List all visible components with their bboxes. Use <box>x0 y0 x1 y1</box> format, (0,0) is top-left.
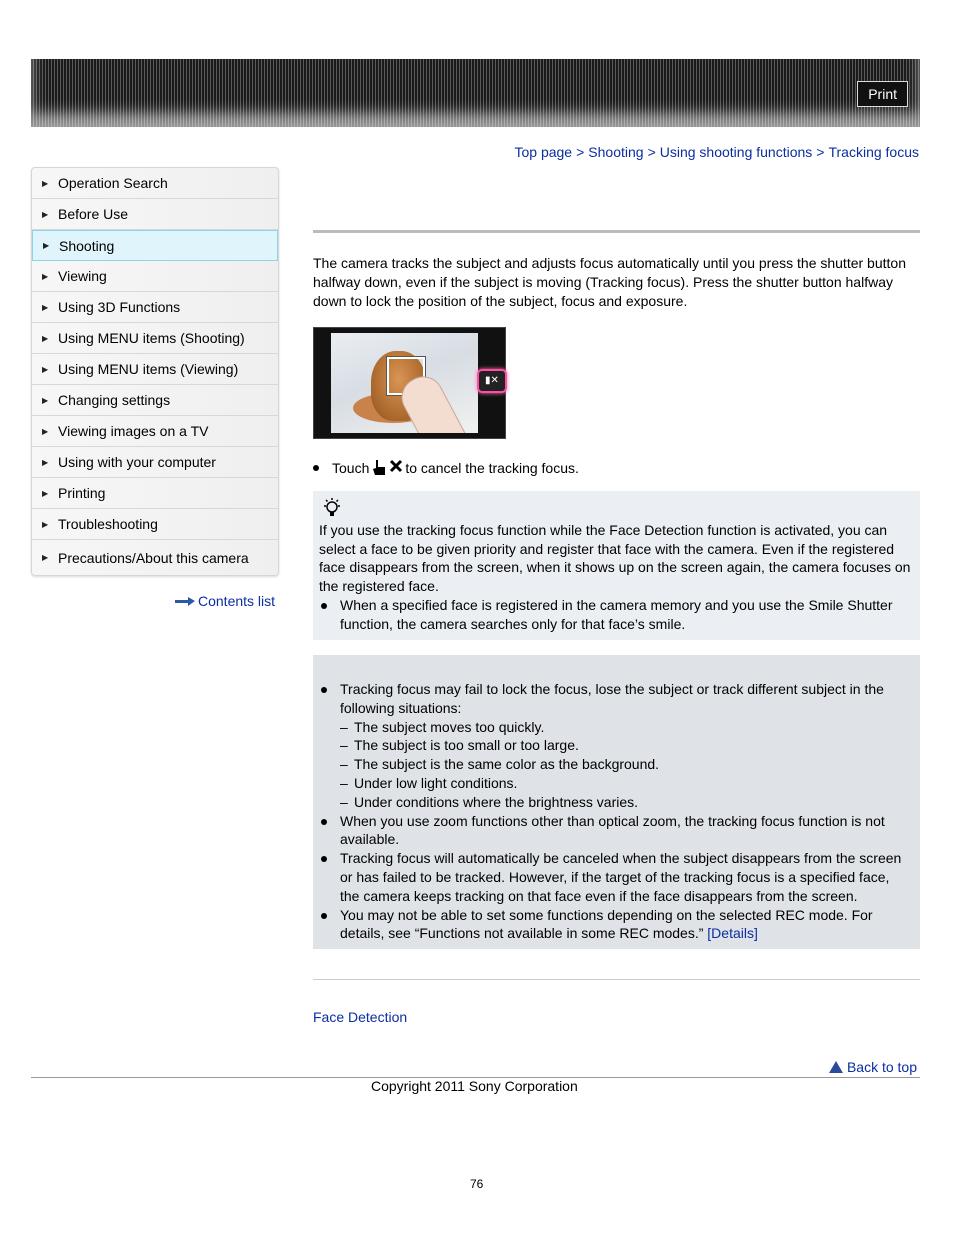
breadcrumb-separator: > <box>576 144 585 160</box>
bullet-dot <box>321 687 327 693</box>
bullet-dot <box>313 465 319 471</box>
title-divider <box>313 230 920 233</box>
print-button[interactable]: Print <box>857 81 908 107</box>
breadcrumb-shooting[interactable]: Shooting <box>588 144 644 160</box>
cancel-tracking-icon: ▮✕ <box>477 369 507 393</box>
list-item <box>321 596 911 633</box>
sub-item <box>321 755 911 774</box>
face-detection-link[interactable]: Face Detection <box>313 1009 408 1025</box>
sidebar-item-menu-viewing[interactable] <box>32 354 278 385</box>
breadcrumb-tracking-focus[interactable]: Tracking focus <box>828 144 919 160</box>
touch-instruction <box>313 458 579 478</box>
note-text: You may not be able to set some functions depending on the selected REC mode. For details, see “Functions not available in some REC modes.” <box>340 906 873 942</box>
hint-bullet-text: When a specified face is registered in the camera memory and you use the Smile Shutter function, the camera searches only for that face’s smile. <box>340 597 893 632</box>
note-text-with-link <box>340 906 911 944</box>
sidebar-item-viewing[interactable] <box>32 261 278 292</box>
triangle-right-icon: ▶ <box>42 178 49 188</box>
sidebar-item-label: Using 3D Functions <box>58 299 181 315</box>
bullet-dot <box>321 856 327 862</box>
sidebar-item-label: Precautions/About this camera <box>58 549 249 566</box>
list-item <box>321 812 911 850</box>
dash-icon: – <box>340 774 348 791</box>
dash-icon: – <box>340 756 348 773</box>
triangle-right-icon: ▶ <box>42 488 49 498</box>
hint-list <box>321 596 911 633</box>
triangle-right-icon: ▶ <box>42 426 49 436</box>
triangle-right-icon: ▶ <box>42 553 49 562</box>
breadcrumb-using-shooting-functions[interactable]: Using shooting functions <box>659 144 813 160</box>
sidebar-item-printing[interactable] <box>32 478 278 509</box>
note-text: When you use zoom functions other than optical zoom, the tracking focus function is not available. <box>340 812 885 848</box>
sidebar-item-label: Operation Search <box>58 175 168 191</box>
related-divider <box>313 979 920 980</box>
sidebar-item-operation-search[interactable] <box>32 168 278 199</box>
sub-item-text: The subject is the same color as the background. <box>354 756 660 773</box>
touch-prefix: Touch <box>332 460 370 476</box>
breadcrumb-separator: > <box>647 144 656 160</box>
bullet-dot <box>321 603 327 609</box>
dash-icon: – <box>340 718 348 735</box>
back-to-top-label: Back to top <box>846 1059 917 1075</box>
camera-screen-scene <box>331 333 478 433</box>
list-item <box>321 906 911 944</box>
triangle-right-icon: ▶ <box>43 241 50 250</box>
hint-text: If you use the tracking focus function while the Face Detection function is activated, you can select a face to be given priority and register that face with the camera. Even if the registered face disappears from the screen, when it shows up on the screen again, the camera focuses on the registered face. <box>319 522 911 594</box>
page-number: 76 <box>470 1177 484 1191</box>
triangle-right-icon: ▶ <box>42 209 49 219</box>
sidebar-item-before-use[interactable] <box>32 199 278 230</box>
sub-item-text: The subject is too small or too large. <box>354 737 579 754</box>
sidebar-item-label: Viewing images on a TV <box>58 423 209 439</box>
notes-box <box>313 655 920 949</box>
triangle-right-icon: ▶ <box>42 271 49 281</box>
finger-cancel-icon <box>372 458 404 476</box>
sidebar-item-label: Before Use <box>58 206 129 222</box>
arrow-right-icon <box>175 597 195 605</box>
sidebar-item-computer[interactable] <box>32 447 278 478</box>
contents-list-label: Contents list <box>198 593 276 609</box>
triangle-right-icon: ▶ <box>42 519 49 529</box>
sub-item <box>321 774 911 793</box>
lightbulb-icon <box>321 497 343 519</box>
note-text: Tracking focus will automatically be canceled when the subject disappears from the screen or has failed to be tracked. However, if the target of the tracking focus is a specified face, the camera keeps tracking on that face even if the face disappears from the screen. <box>340 850 902 904</box>
triangle-right-icon: ▶ <box>42 457 49 467</box>
sidebar-nav <box>31 167 279 576</box>
sidebar-item-label: Using MENU items (Shooting) <box>58 330 245 346</box>
intro-paragraph: The camera tracks the subject and adjusts focus automatically until you press the shutter button halfway down, even if the subject is moving (Tracking focus). Press the shutter button halfway down to lock the position of the subject, focus and exposure. <box>313 255 906 309</box>
sidebar-item-label: Using with your computer <box>58 454 216 470</box>
sub-item <box>321 793 911 812</box>
details-link[interactable]: [Details] <box>707 925 758 942</box>
bullet-dot <box>321 819 327 825</box>
back-to-top-link[interactable] <box>829 1059 917 1075</box>
sidebar-item-label: Troubleshooting <box>58 516 158 532</box>
touch-suffix: to cancel the tracking focus. <box>405 460 579 476</box>
breadcrumb <box>514 144 919 160</box>
sidebar-item-label: Changing settings <box>58 392 171 408</box>
header-banner <box>31 59 920 127</box>
note-text: Tracking focus may fail to lock the focus, lose the subject or track different subject in the following situations: <box>340 681 884 716</box>
sub-item <box>321 736 911 755</box>
sidebar-item-menu-shooting[interactable] <box>32 323 278 354</box>
breadcrumb-separator: > <box>816 144 825 160</box>
sidebar-item-troubleshooting[interactable] <box>32 509 278 540</box>
sub-item-text: Under low light conditions. <box>354 774 518 791</box>
list-item <box>321 849 911 905</box>
triangle-right-icon: ▶ <box>42 302 49 312</box>
sub-item-text: The subject moves too quickly. <box>354 718 545 735</box>
dash-icon: – <box>340 793 348 810</box>
sub-item <box>321 718 911 737</box>
copyright: Copyright 2011 Sony Corporation <box>371 1078 578 1094</box>
sidebar-item-shooting[interactable] <box>32 230 278 261</box>
sidebar-item-3d-functions[interactable] <box>32 292 278 323</box>
sidebar-item-viewing-tv[interactable] <box>32 416 278 447</box>
triangle-right-icon: ▶ <box>42 395 49 405</box>
dash-icon: – <box>340 737 348 754</box>
tracking-focus-illustration <box>313 327 506 439</box>
sidebar-item-changing-settings[interactable] <box>32 385 278 416</box>
breadcrumb-top-page[interactable]: Top page <box>514 144 573 160</box>
triangle-up-icon <box>829 1061 843 1073</box>
bullet-dot <box>321 913 327 919</box>
sidebar-item-label: Using MENU items (Viewing) <box>58 361 239 377</box>
triangle-right-icon: ▶ <box>42 364 49 374</box>
sub-item-text: Under conditions where the brightness varies. <box>354 793 639 810</box>
notes-list <box>321 680 911 943</box>
contents-list-link[interactable] <box>175 593 275 609</box>
sidebar-item-precautions[interactable] <box>32 540 278 575</box>
sidebar-item-label: Viewing <box>58 268 107 284</box>
sidebar-item-label: Shooting <box>59 237 115 254</box>
list-item <box>321 680 911 718</box>
triangle-right-icon: ▶ <box>42 333 49 343</box>
hint-box <box>313 491 920 640</box>
sidebar-item-label: Printing <box>58 485 106 501</box>
